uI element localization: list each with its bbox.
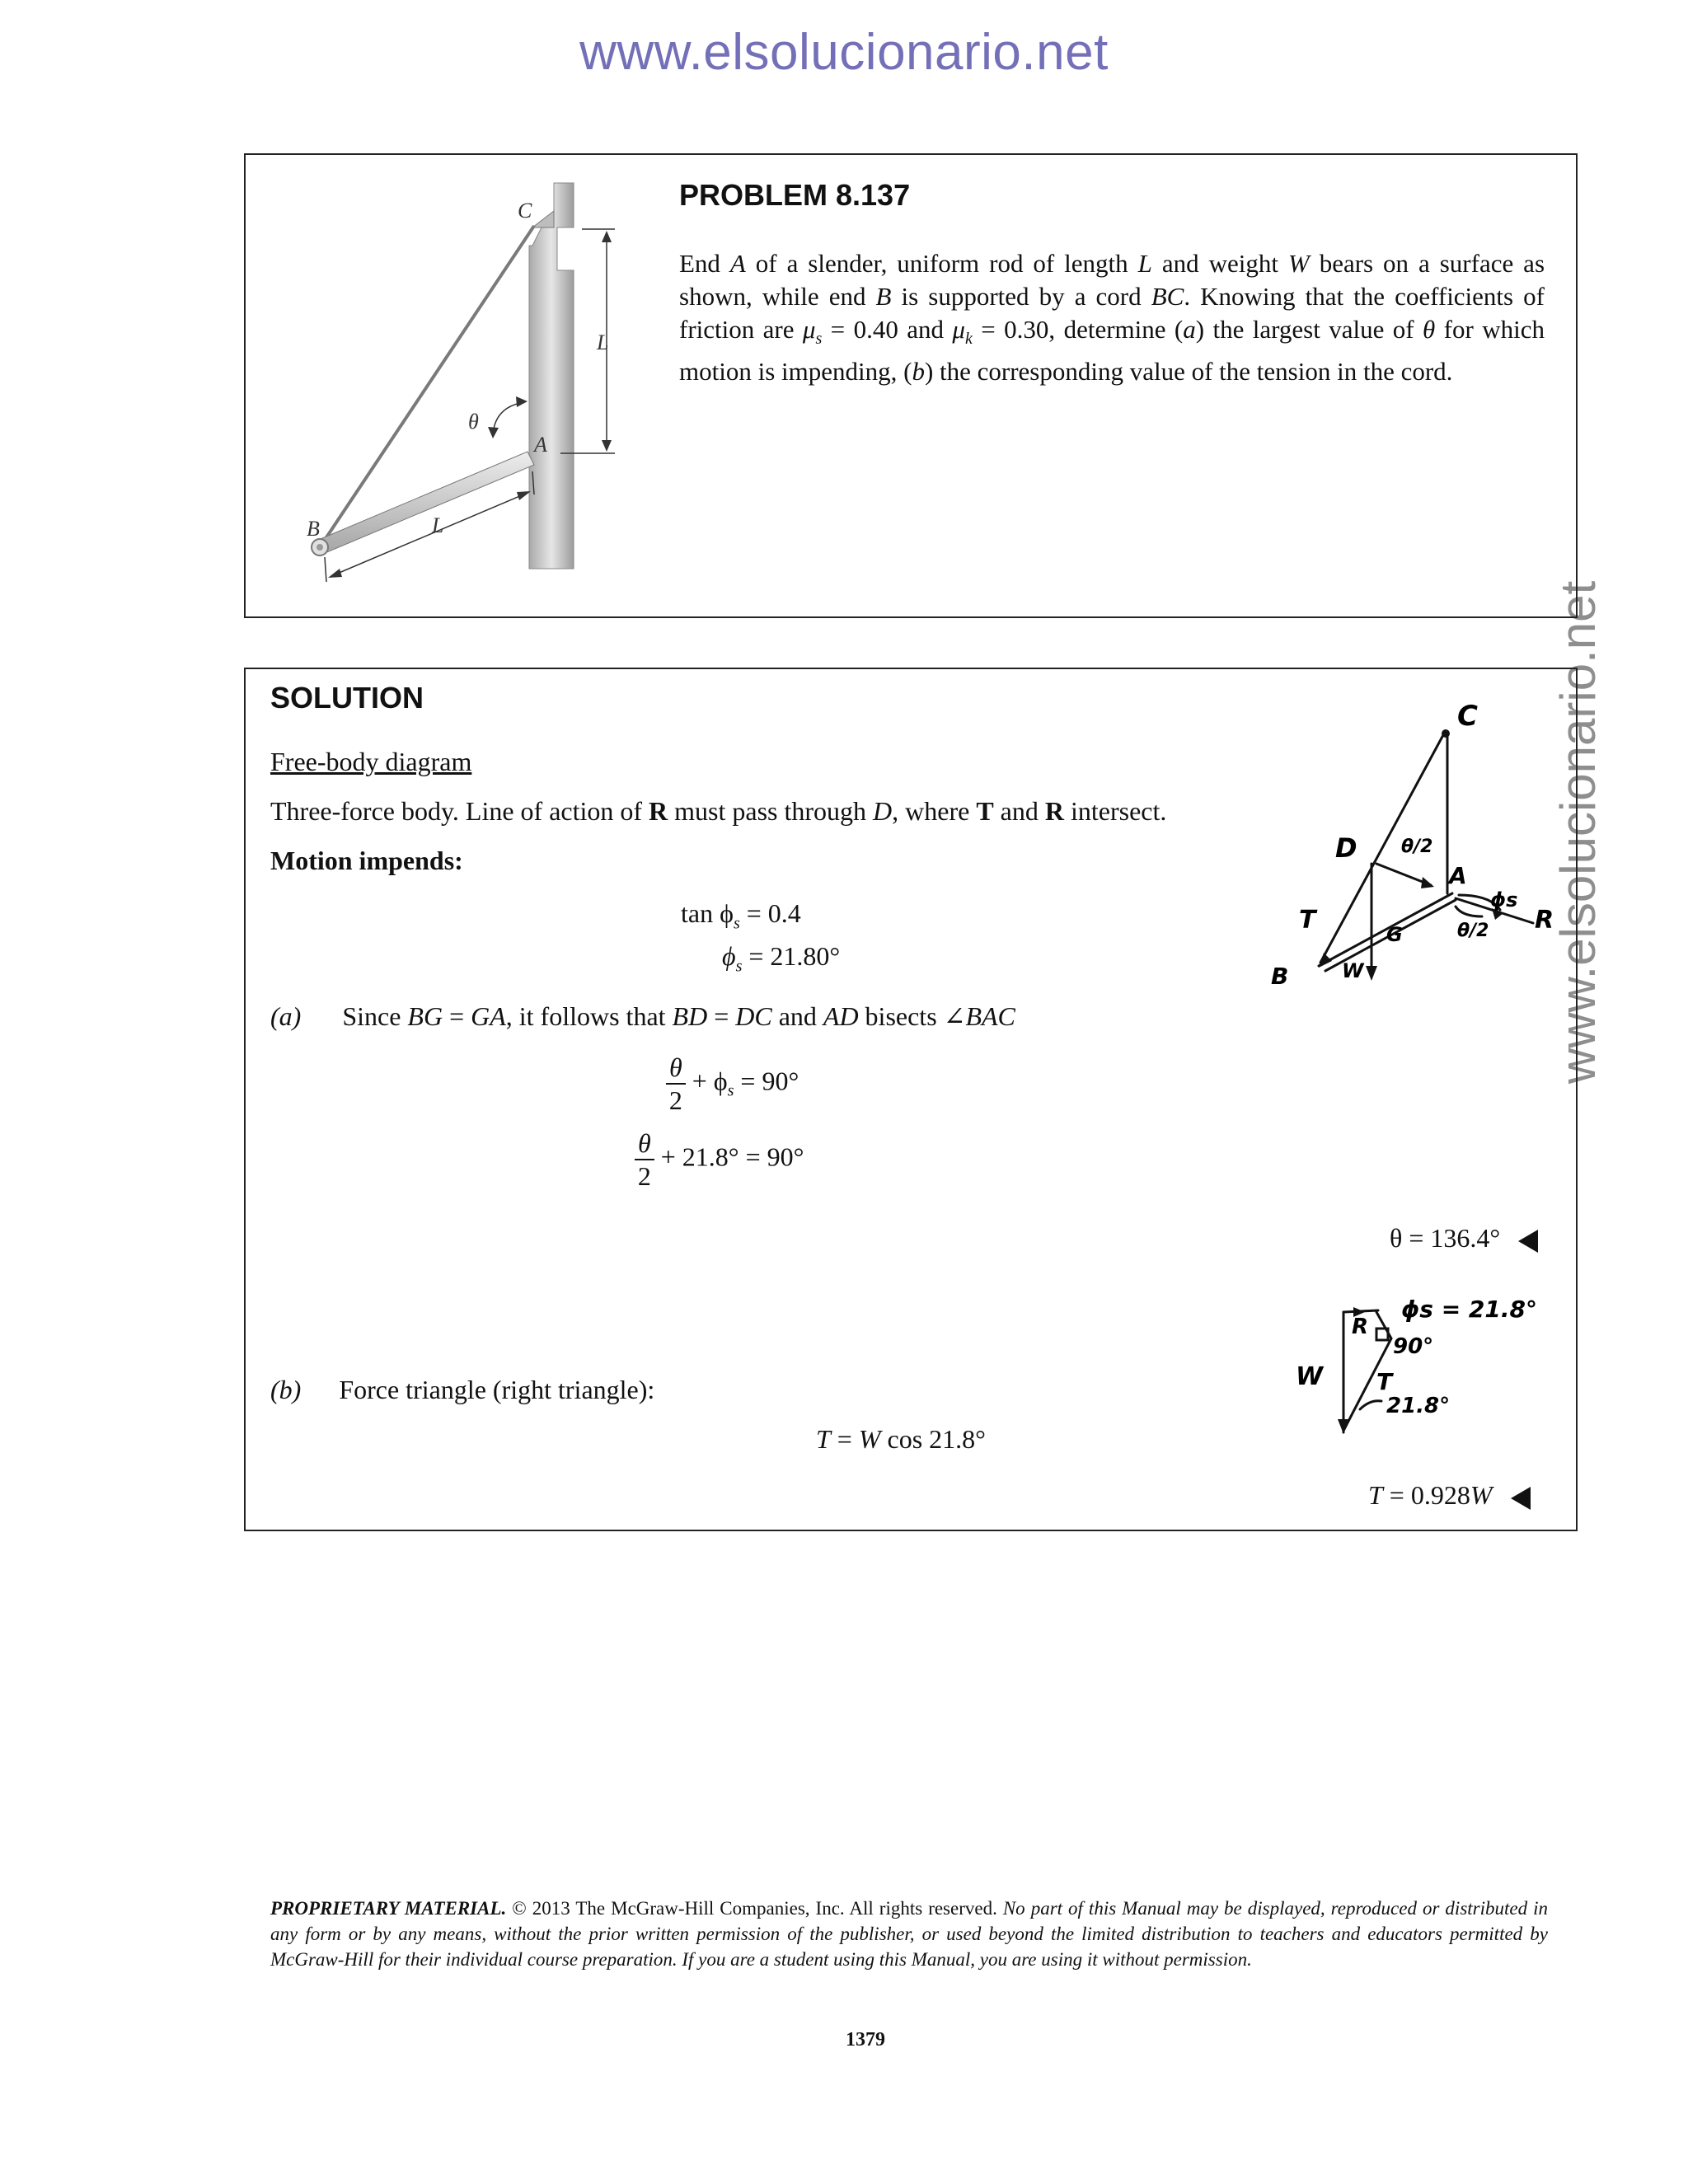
- label-A: A: [534, 433, 547, 457]
- solution-heading: SOLUTION: [270, 681, 424, 715]
- three-force-text: Three-force body. Line of action of R must pass through D, where T and R intersect.: [270, 796, 1167, 826]
- fbd-label-C: C: [1457, 701, 1478, 733]
- fbd-label-T: T: [1299, 906, 1316, 935]
- fbd-label-A: A: [1449, 862, 1467, 889]
- answer-marker-icon: [1518, 1230, 1538, 1253]
- triangle-label-90: 90°: [1393, 1334, 1434, 1359]
- fbd-label: Free-body diagram: [270, 747, 472, 776]
- triangle-label-W: W: [1296, 1362, 1324, 1391]
- motion-impends: Motion impends:: [270, 846, 463, 875]
- label-C: C: [518, 199, 532, 223]
- answer-a: θ = 136.4°: [1390, 1223, 1538, 1254]
- equation-theta-half-21: $\frac{\theta}{2}$ + 21.8° = 90°: [635, 1127, 804, 1192]
- fbd-label-R: R: [1535, 906, 1554, 935]
- label-theta: θ: [468, 410, 479, 434]
- fbd-label-theta-half-1: θ/2: [1401, 837, 1433, 857]
- fbd-label-B: B: [1271, 963, 1289, 990]
- part-b-statement: (b) Force triangle (right triangle):: [270, 1375, 655, 1404]
- triangle-label-R: R: [1352, 1315, 1369, 1339]
- label-B: B: [307, 517, 320, 541]
- triangle-label-phi: ϕs = 21.8°: [1401, 1296, 1538, 1323]
- part-a-statement: (a) Since BG = GA, it follows that BD = DC and AD bisects ∠BAC: [270, 1001, 1015, 1031]
- equation-tension: T = W cos 21.8°: [816, 1424, 986, 1454]
- answer-marker-icon: [1511, 1487, 1531, 1510]
- triangle-label-angle: 21.8°: [1386, 1394, 1451, 1418]
- triangle-label-T: T: [1376, 1368, 1393, 1395]
- copyright-footer: PROPRIETARY MATERIAL. © 2013 The McGraw-Hill Companies, Inc. All rights reserved. No part of this Manual may be displayed, reproduced or distributed in any form or by any means, without the prior written permission of the publisher, or used beyond the limited distribution to teachers and educators permitted by McGraw-Hill for their individual course preparation. If you are a student using this Manual, you are using it without permission.: [270, 1898, 1548, 1970]
- fbd-label-G: G: [1386, 923, 1403, 946]
- force-triangle-sketch: [1278, 1277, 1541, 1442]
- answer-b: T = 0.928W: [1368, 1480, 1531, 1511]
- fbd-label-W: W: [1342, 959, 1364, 982]
- fbd-label-D: D: [1335, 832, 1357, 864]
- wall-shape: [529, 183, 574, 569]
- watermark-side[interactable]: www.elsolucionario.net: [1550, 580, 1606, 1085]
- problem-figure: [244, 153, 673, 618]
- problem-statement: End A of a slender, uniform rod of length L and weight W bears on a surface as shown, while end B is supported by a cord BC. Knowing that the coefficients of friction are $\mu_s = 0.40$ and $\mu_k = 0.30$, determine (a) the largest value of θ for which motion is impending, (b) the corresponding value of the tension in the cord.: [679, 249, 1545, 387]
- fbd-sketch: [1269, 701, 1574, 997]
- page-number: 1379: [846, 2029, 885, 2050]
- watermark-top[interactable]: www.elsolucionario.net: [579, 24, 1109, 81]
- problem-title: PROBLEM 8.137: [679, 178, 911, 212]
- fbd-label-phi-s: ϕs: [1490, 888, 1518, 912]
- theta-arc: [493, 402, 524, 435]
- equation-phi-value: $\phi_s = 21.80^\circ$: [722, 941, 841, 976]
- equation-tan-phi: $\tan \phi_s = 0.4$: [681, 898, 801, 933]
- fbd-label-theta-half-2: θ/2: [1457, 921, 1489, 941]
- bracket-C: [532, 211, 554, 227]
- label-L-vertical: L: [597, 330, 609, 354]
- label-L-rod: L: [432, 513, 444, 537]
- equation-theta-half-phi: $\frac{\theta}{2}$ + $\phi_s = 90^\circ$: [666, 1052, 799, 1116]
